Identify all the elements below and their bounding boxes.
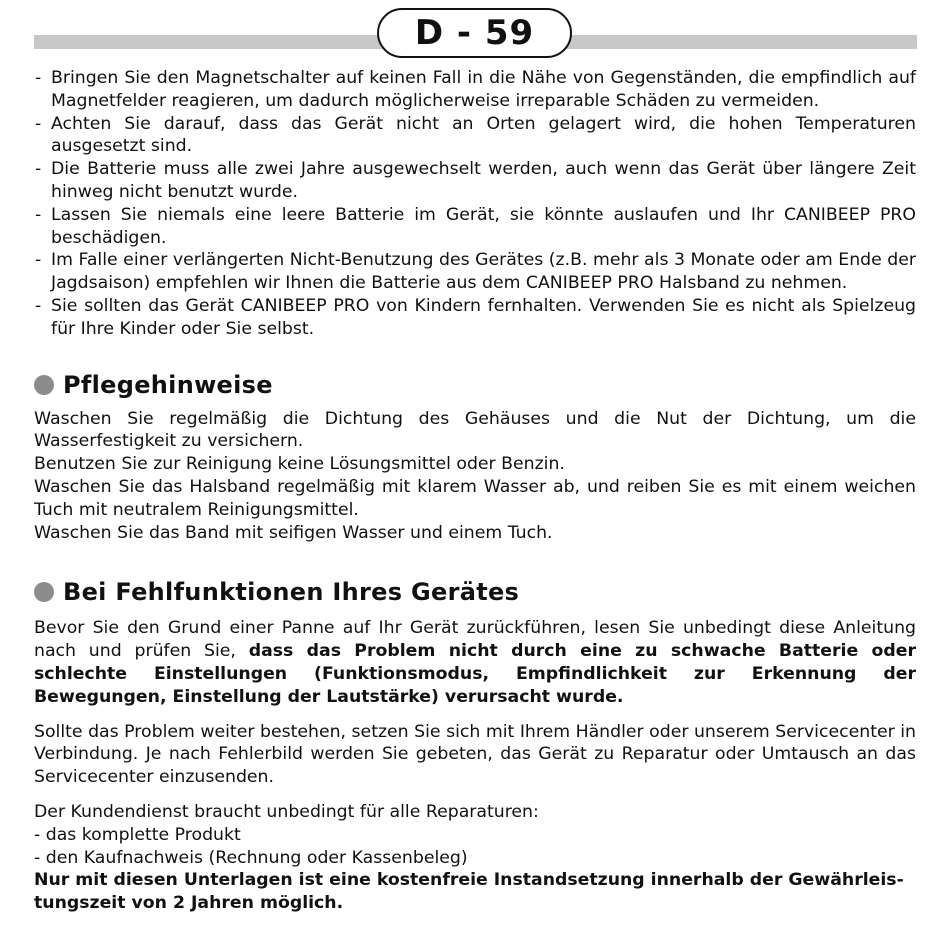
malfunction-paragraph-3 bbox=[34, 801, 916, 915]
service-item: - den Kaufnachweis (Rechnung oder Kassenbeleg) bbox=[34, 847, 468, 868]
malfunction-p1-text: Bevor Sie den Grund einer Panne auf Ihr Gerät zurückführen, lesen Sie unbedingt diese Anleitung nach und prüfen Sie, bbox=[34, 618, 916, 662]
bullet-item: - Die Batterie muss alle zwei Jahre ausgewechselt werden, auch wenn das Gerät über längere Zeit hinweg nicht benutzt wurde. bbox=[34, 158, 916, 204]
page-content bbox=[34, 67, 916, 915]
bullet-item: - Achten Sie darauf, dass das Gerät nicht an Orten gelagert wird, die hohen Temperaturen ausgesetzt sind. bbox=[34, 113, 916, 159]
care-section bbox=[34, 408, 916, 545]
bullet-dot-icon bbox=[34, 375, 54, 395]
bullet-item: - Im Falle einer verlängerten Nicht-Benutzung des Gerätes (z.B. mehr als 3 Monate oder am Ende der Jagdsaison) empfehlen wir Ihnen die Batterie aus dem CANIBEEP PRO Halsband zu nehmen. bbox=[34, 249, 916, 295]
malfunction-p1-bold: dass das Problem nicht durch eine zu schwache Batterie oder schlechte Einstellungen (Funktionsmodus, Empfindlichkeit zur Erkennung der Bewegungen, Einstellung der Lautstärke) verursacht wurde. bbox=[34, 641, 916, 707]
bullet-item: - Sie sollten das Gerät CANIBEEP PRO von Kindern fernhalten. Verwenden Sie es nicht als Spielzeug für Ihre Kinder oder Sie selbst. bbox=[34, 295, 916, 341]
malfunction-paragraph-2: Sollte das Problem weiter bestehen, setzen Sie sich mit Ihrem Händler oder unserem Servicecenter in Verbindung. Je nach Fehlerbild werden Sie gebeten, das Gerät zu Reparatur oder Umtausch an das Servicecenter einzusenden. bbox=[34, 721, 916, 788]
care-line: Waschen Sie regelmäßig die Dichtung des Gehäuses und die Nut der Dichtung, um die Wasserfestigkeit zu versichern. bbox=[34, 408, 916, 452]
page-number-label: D - 59 bbox=[377, 8, 572, 58]
bullet-item: - Bringen Sie den Magnetschalter auf keinen Fall in die Nähe von Gegenständen, die empfindlich auf Magnetfelder reagieren, um dadurch möglicherweise irreparable Schäden zu vermeiden. bbox=[34, 67, 916, 113]
malfunction-heading-text: Bei Fehlfunktionen Ihres Gerätes bbox=[63, 578, 520, 607]
malfunction-heading bbox=[34, 577, 916, 607]
service-note bbox=[34, 869, 916, 915]
malfunction-paragraph-1 bbox=[34, 617, 916, 708]
service-intro: Der Kundendienst braucht unbedingt für alle Reparaturen: bbox=[34, 801, 539, 822]
service-item: - das komplette Produkt bbox=[34, 824, 241, 845]
bullet-item: - Lassen Sie niemals eine leere Batterie im Gerät, sie könnte auslaufen und Ihr CANIBEEP PRO beschädigen. bbox=[34, 204, 916, 250]
care-heading-text: Pflegehinweise bbox=[63, 370, 273, 399]
safety-bullet-list bbox=[34, 67, 916, 341]
care-line: Waschen Sie das Band mit seifigen Wasser und einem Tuch. bbox=[34, 522, 553, 543]
service-note-bold: Nur mit diesen Unterlagen ist eine kostenfreie Instandsetzung innerhalb der Gewährleis-tungszeit von 2 Jahren möglich. bbox=[34, 870, 904, 914]
care-line: Benutzen Sie zur Reinigung keine Lösungsmittel oder Benzin. bbox=[34, 454, 565, 475]
bullet-dot-icon bbox=[34, 582, 54, 602]
care-line: Waschen Sie das Halsband regelmäßig mit klarem Wasser ab, und reiben Sie es mit einem weichen Tuch mit neutralem Reinigungsmittel. bbox=[34, 476, 916, 520]
care-heading bbox=[34, 370, 916, 400]
